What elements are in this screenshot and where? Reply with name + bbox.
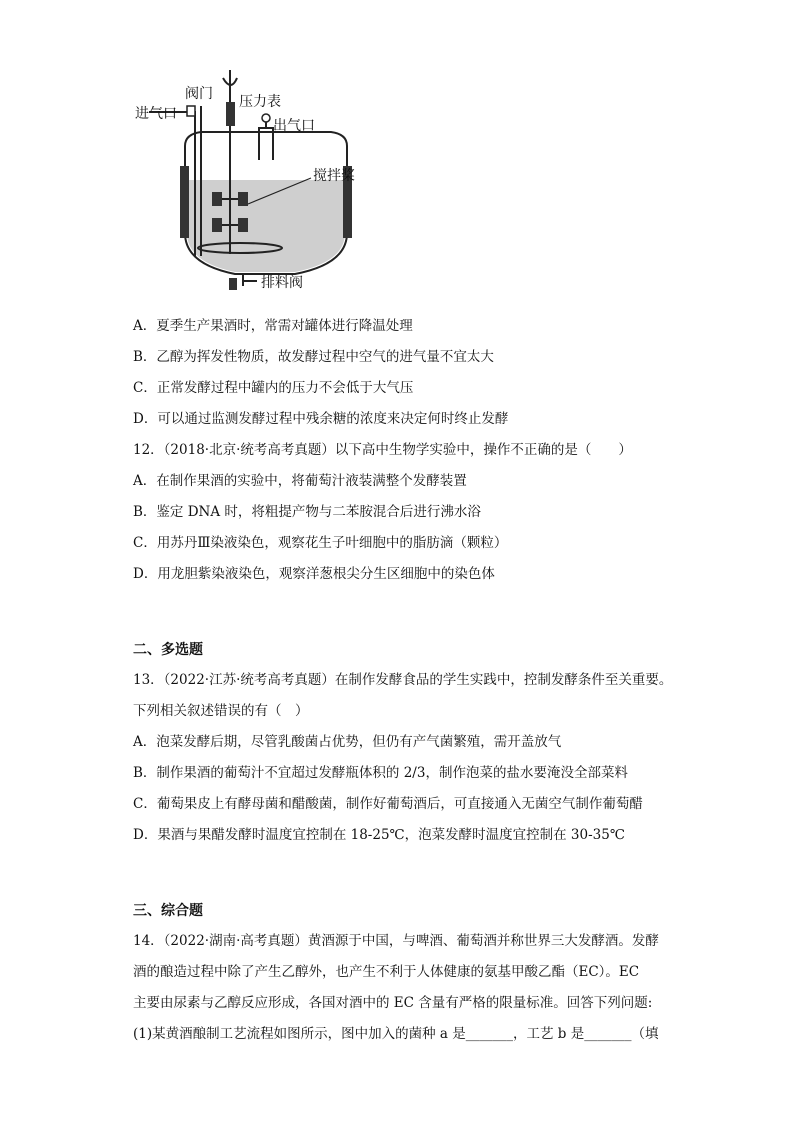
label-air-outlet: 出气口: [273, 118, 315, 134]
q12-option-b: B．鉴定 DNA 时，将粗提产物与二苯胺混合后进行沸水浴: [133, 504, 481, 520]
label-drain-valve: 排料阀: [261, 275, 303, 291]
q11-option-b: B．乙醇为挥发性物质，故发酵过程中空气的进气量不宜太大: [133, 349, 494, 365]
q11-option-d: D．可以通过监测发酵过程中残余糖的浓度来决定何时终止发酵: [133, 411, 509, 427]
q12-option-d: D．用龙胆紫染液染色，观察洋葱根尖分生区细胞中的染色体: [133, 566, 495, 582]
q13-stem-line2: 下列相关叙述错误的有（ ）: [133, 703, 309, 719]
label-valve: 阀门: [185, 86, 213, 102]
q14-line4: (1)某黄酒酿制工艺流程如图所示，图中加入的菌种 a 是_______，工艺 b 是_______（填: [133, 1026, 659, 1042]
section-heading-multiple-choice: 二、多选题: [133, 642, 203, 658]
q14-line1: 14．（2022·湖南·高考真题）黄酒源于中国，与啤酒、葡萄酒并称世界三大发酵酒。发酵: [133, 933, 659, 949]
label-stirrer: 搅拌桨: [313, 168, 355, 184]
section-heading-comprehensive: 三、综合题: [133, 903, 203, 919]
q12-stem: 12．（2018·北京·统考高考真题）以下高中生物学实验中，操作不正确的是（ ）: [133, 442, 632, 458]
q13-option-a: A．泡菜发酵后期，尽管乳酸菌占优势，但仍有产气菌繁殖，需开盖放气: [133, 734, 562, 750]
label-pressure-gauge: 压力表: [239, 94, 281, 110]
q13-option-d: D．果酒与果醋发酵时温度宜控制在 18-25℃，泡菜发酵时温度宜控制在 30-35℃: [133, 827, 625, 843]
label-air-inlet: 进气口: [135, 106, 177, 122]
q14-line3: 主要由尿素与乙醇反应形成，各国对酒中的 EC 含量有严格的限量标准。回答下列问题:: [133, 995, 653, 1011]
q13-option-c: C．葡萄果皮上有酵母菌和醋酸菌，制作好葡萄酒后，可直接通入无菌空气制作葡萄醋: [133, 796, 643, 812]
q12-option-a: A．在制作果酒的实验中，将葡萄汁液装满整个发酵装置: [133, 473, 467, 489]
q12-option-c: C．用苏丹Ⅲ染液染色，观察花生子叶细胞中的脂肪滴（颗粒）: [133, 535, 508, 551]
q14-line2: 酒的酿造过程中除了产生乙醇外，也产生不利于人体健康的氨基甲酸乙酯（EC）。EC: [133, 964, 640, 980]
fermenter-diagram: [135, 68, 395, 296]
q11-option-c: C．正常发酵过程中罐内的压力不会低于大气压: [133, 380, 414, 396]
q13-stem-line1: 13．（2022·江苏·统考高考真题）在制作发酵食品的学生实践中，控制发酵条件至关重要。: [133, 672, 673, 688]
q13-option-b: B．制作果酒的葡萄汁不宜超过发酵瓶体积的 2/3，制作泡菜的盐水要淹没全部菜料: [133, 765, 628, 781]
q11-option-a: A．夏季生产果酒时，常需对罐体进行降温处理: [133, 318, 413, 334]
